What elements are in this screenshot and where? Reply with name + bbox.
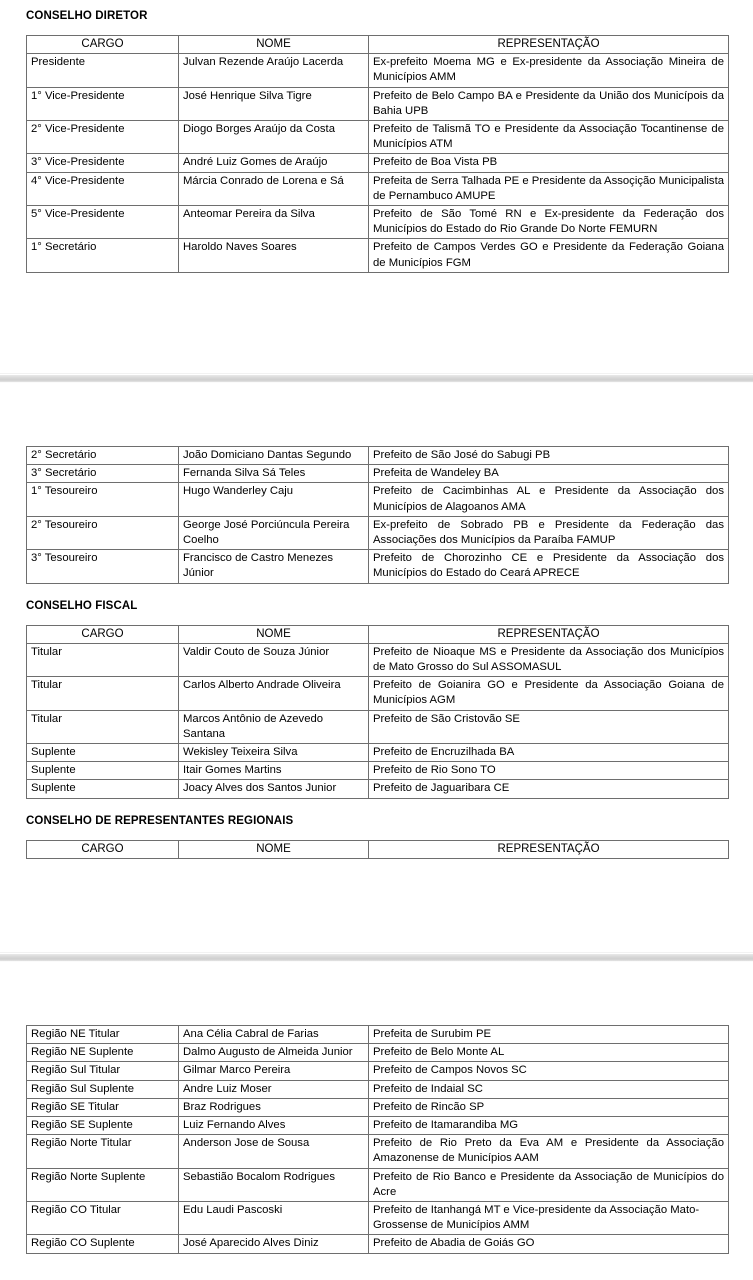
cell-cargo: Região SE Titular bbox=[27, 1098, 179, 1116]
cell-representacao: Prefeita de Surubim PE bbox=[369, 1026, 729, 1044]
cell-representacao: Ex-prefeito Moema MG e Ex-presidente da Associação Mineira de Municípios AMM bbox=[369, 54, 729, 87]
cell-nome: José Henrique Silva Tigre bbox=[179, 87, 369, 120]
section-heading-conselho-fiscal: CONSELHO FISCAL bbox=[26, 599, 138, 612]
cell-representacao: Prefeito de Itamarandiba MG bbox=[369, 1117, 729, 1135]
cell-cargo: 3° Vice-Presidente bbox=[27, 154, 179, 172]
table-row bbox=[27, 121, 729, 154]
page-2-top-margin bbox=[26, 383, 728, 446]
cell-representacao: Prefeito de Jaguaribara CE bbox=[369, 780, 729, 798]
cell-representacao: Prefeito de Goianira GO e Presidente da Associação Goiana de Municípios AGM bbox=[369, 677, 729, 710]
section-heading-conselho-diretor: CONSELHO DIRETOR bbox=[26, 10, 148, 22]
column-header-representacao: REPRESENTAÇÃO bbox=[369, 840, 729, 858]
cell-representacao: Prefeito de Rio Preto da Eva AM e Presidente da Associação Amazonense de Municípios AAM bbox=[369, 1135, 729, 1168]
cell-representacao: Prefeito de Itanhangá MT e Vice-presidente da Associação Mato-Grossense de Municípios AMM bbox=[369, 1202, 729, 1235]
cell-cargo: Região SE Suplente bbox=[27, 1117, 179, 1135]
cell-representacao: Prefeita de Wandeley BA bbox=[369, 465, 729, 483]
cell-nome: Edu Laudi Pascoski bbox=[179, 1202, 369, 1235]
table-row bbox=[27, 744, 729, 762]
cell-cargo: 3° Secretário bbox=[27, 465, 179, 483]
cell-representacao: Prefeito de São Tomé RN e Ex-presidente da Federação dos Municípios do Estado do Rio Grande Do Norte FEMURN bbox=[369, 206, 729, 239]
cell-nome: Marcos Antônio de Azevedo Santana bbox=[179, 710, 369, 743]
cell-cargo: Suplente bbox=[27, 780, 179, 798]
cell-representacao: Ex-prefeito de Sobrado PB e Presidente da Federação das Associações dos Municípios da Paraíba FAMUP bbox=[369, 516, 729, 549]
page-separator-2 bbox=[0, 952, 753, 962]
table-row bbox=[27, 1044, 729, 1062]
table-row bbox=[27, 780, 729, 798]
cell-nome: Valdir Couto de Souza Júnior bbox=[179, 643, 369, 676]
cell-cargo: 2° Secretário bbox=[27, 447, 179, 465]
table-row bbox=[27, 1117, 729, 1135]
cell-nome: Márcia Conrado de Lorena e Sá bbox=[179, 172, 369, 205]
table-conselho-representantes-regionais bbox=[26, 840, 729, 859]
cell-cargo: 1° Vice-Presidente bbox=[27, 87, 179, 120]
table-row bbox=[27, 87, 729, 120]
table-conselho-fiscal bbox=[26, 625, 729, 799]
document-page-1 bbox=[0, 0, 753, 373]
cell-representacao: Prefeito de Rio Banco e Presidente da Associação de Municípios do Acre bbox=[369, 1168, 729, 1201]
table-row bbox=[27, 1202, 729, 1235]
cell-cargo: Suplente bbox=[27, 762, 179, 780]
cell-cargo: Titular bbox=[27, 677, 179, 710]
section-heading-conselho-representantes-regionais: CONSELHO DE REPRESENTANTES REGIONAIS bbox=[26, 814, 294, 827]
cell-representacao: Prefeito de Rio Sono TO bbox=[369, 762, 729, 780]
cell-cargo: Região Sul Titular bbox=[27, 1062, 179, 1080]
cell-representacao: Prefeito de Cacimbinhas AL e Presidente da Associação dos Municípios de Alagoanos AMA bbox=[369, 483, 729, 516]
cell-nome: Wekisley Teixeira Silva bbox=[179, 744, 369, 762]
cell-cargo: 2° Vice-Presidente bbox=[27, 121, 179, 154]
table-row bbox=[27, 172, 729, 205]
column-header-cargo: CARGO bbox=[27, 840, 179, 858]
cell-cargo: 3° Tesoureiro bbox=[27, 550, 179, 583]
table-header-row bbox=[27, 36, 729, 54]
cell-cargo: Presidente bbox=[27, 54, 179, 87]
page-3-top-margin bbox=[26, 962, 728, 1025]
table-row bbox=[27, 447, 729, 465]
cell-nome: Haroldo Naves Soares bbox=[179, 239, 369, 272]
cell-representacao: Prefeito de Rincão SP bbox=[369, 1098, 729, 1116]
column-header-cargo: CARGO bbox=[27, 36, 179, 54]
cell-representacao: Prefeito de Nioaque MS e Presidente da Associação dos Municípios de Mato Grosso do Sul ASSOMASUL bbox=[369, 643, 729, 676]
cell-cargo: Titular bbox=[27, 710, 179, 743]
cell-representacao: Prefeito de São José do Sabugi PB bbox=[369, 447, 729, 465]
cell-cargo: 5° Vice-Presidente bbox=[27, 206, 179, 239]
cell-cargo: Suplente bbox=[27, 744, 179, 762]
table-row bbox=[27, 1080, 729, 1098]
cell-nome: Braz Rodrigues bbox=[179, 1098, 369, 1116]
table-row bbox=[27, 762, 729, 780]
column-header-cargo: CARGO bbox=[27, 625, 179, 643]
cell-representacao: Prefeito de Campos Verdes GO e Presidente da Federação Goiana de Municípios FGM bbox=[369, 239, 729, 272]
cell-representacao: Prefeito de Campos Novos SC bbox=[369, 1062, 729, 1080]
cell-nome: João Domiciano Dantas Segundo bbox=[179, 447, 369, 465]
table-row bbox=[27, 1098, 729, 1116]
cell-cargo: Região Sul Suplente bbox=[27, 1080, 179, 1098]
cell-nome: Francisco de Castro Menezes Júnior bbox=[179, 550, 369, 583]
cell-representacao: Prefeito de Belo Campo BA e Presidente da União dos Municípois da Bahia UPB bbox=[369, 87, 729, 120]
cell-nome: Ana Célia Cabral de Farias bbox=[179, 1026, 369, 1044]
column-header-nome: NOME bbox=[179, 625, 369, 643]
document-page-3 bbox=[0, 962, 753, 1280]
cell-cargo: Região NE Titular bbox=[27, 1026, 179, 1044]
document-page-2 bbox=[0, 383, 753, 952]
cell-nome: Julvan Rezende Araújo Lacerda bbox=[179, 54, 369, 87]
cell-cargo: 4° Vice-Presidente bbox=[27, 172, 179, 205]
cell-nome: Sebastião Bocalom Rodrigues bbox=[179, 1168, 369, 1201]
cell-nome: André Luiz Gomes de Araújo bbox=[179, 154, 369, 172]
column-header-nome: NOME bbox=[179, 36, 369, 54]
table-row bbox=[27, 643, 729, 676]
cell-representacao: Prefeito de Chorozinho CE e Presidente da Associação dos Municípios do Estado do Ceará APRECE bbox=[369, 550, 729, 583]
cell-cargo: Região Norte Titular bbox=[27, 1135, 179, 1168]
cell-representacao: Prefeita de Serra Talhada PE e Presidente da Assoçição Municipalista de Pernambuco AMUPE bbox=[369, 172, 729, 205]
table-row bbox=[27, 154, 729, 172]
cell-representacao: Prefeito de Abadia de Goiás GO bbox=[369, 1235, 729, 1253]
table-conselho-diretor-continued bbox=[26, 446, 729, 584]
table-row bbox=[27, 54, 729, 87]
table-row bbox=[27, 1026, 729, 1044]
cell-representacao: Prefeito de São Cristovão SE bbox=[369, 710, 729, 743]
table-row bbox=[27, 516, 729, 549]
cell-representacao: Prefeito de Talismã TO e Presidente da Associação Tocantinense de Municípios ATM bbox=[369, 121, 729, 154]
table-row bbox=[27, 677, 729, 710]
cell-nome: Dalmo Augusto de Almeida Junior bbox=[179, 1044, 369, 1062]
cell-nome: Anderson Jose de Sousa bbox=[179, 1135, 369, 1168]
cell-cargo: 2° Tesoureiro bbox=[27, 516, 179, 549]
cell-representacao: Prefeito de Encruzilhada BA bbox=[369, 744, 729, 762]
table-header-row bbox=[27, 625, 729, 643]
table-row bbox=[27, 550, 729, 583]
table-row bbox=[27, 206, 729, 239]
cell-nome: Luiz Fernando Alves bbox=[179, 1117, 369, 1135]
cell-nome: Carlos Alberto Andrade Oliveira bbox=[179, 677, 369, 710]
table-row bbox=[27, 1135, 729, 1168]
table-row bbox=[27, 1235, 729, 1253]
cell-nome: Hugo Wanderley Caju bbox=[179, 483, 369, 516]
cell-nome: Anteomar Pereira da Silva bbox=[179, 206, 369, 239]
cell-nome: Andre Luiz Moser bbox=[179, 1080, 369, 1098]
table-row bbox=[27, 483, 729, 516]
cell-nome: Itair Gomes Martins bbox=[179, 762, 369, 780]
table-row bbox=[27, 710, 729, 743]
table-row bbox=[27, 465, 729, 483]
column-header-nome: NOME bbox=[179, 840, 369, 858]
cell-nome: Gilmar Marco Pereira bbox=[179, 1062, 369, 1080]
column-header-representacao: REPRESENTAÇÃO bbox=[369, 625, 729, 643]
page-separator-1 bbox=[0, 373, 753, 383]
column-header-representacao: REPRESENTAÇÃO bbox=[369, 36, 729, 54]
cell-cargo: 1° Tesoureiro bbox=[27, 483, 179, 516]
cell-nome: Joacy Alves dos Santos Junior bbox=[179, 780, 369, 798]
cell-representacao: Prefeito de Boa Vista PB bbox=[369, 154, 729, 172]
cell-nome: Fernanda Silva Sá Teles bbox=[179, 465, 369, 483]
cell-nome: George José Porciúncula Pereira Coelho bbox=[179, 516, 369, 549]
table-header-row bbox=[27, 840, 729, 858]
cell-cargo: Região CO Suplente bbox=[27, 1235, 179, 1253]
cell-cargo: Região NE Suplente bbox=[27, 1044, 179, 1062]
table-conselho-diretor bbox=[26, 35, 729, 273]
cell-cargo: Região CO Titular bbox=[27, 1202, 179, 1235]
cell-cargo: Titular bbox=[27, 643, 179, 676]
table-row bbox=[27, 1062, 729, 1080]
cell-cargo: 1° Secretário bbox=[27, 239, 179, 272]
cell-nome: Diogo Borges Araújo da Costa bbox=[179, 121, 369, 154]
cell-cargo: Região Norte Suplente bbox=[27, 1168, 179, 1201]
table-row bbox=[27, 1168, 729, 1201]
table-conselho-representantes-regionais-continued bbox=[26, 1025, 729, 1254]
table-row bbox=[27, 239, 729, 272]
cell-nome: José Aparecido Alves Diniz bbox=[179, 1235, 369, 1253]
cell-representacao: Prefeito de Indaial SC bbox=[369, 1080, 729, 1098]
cell-representacao: Prefeito de Belo Monte AL bbox=[369, 1044, 729, 1062]
